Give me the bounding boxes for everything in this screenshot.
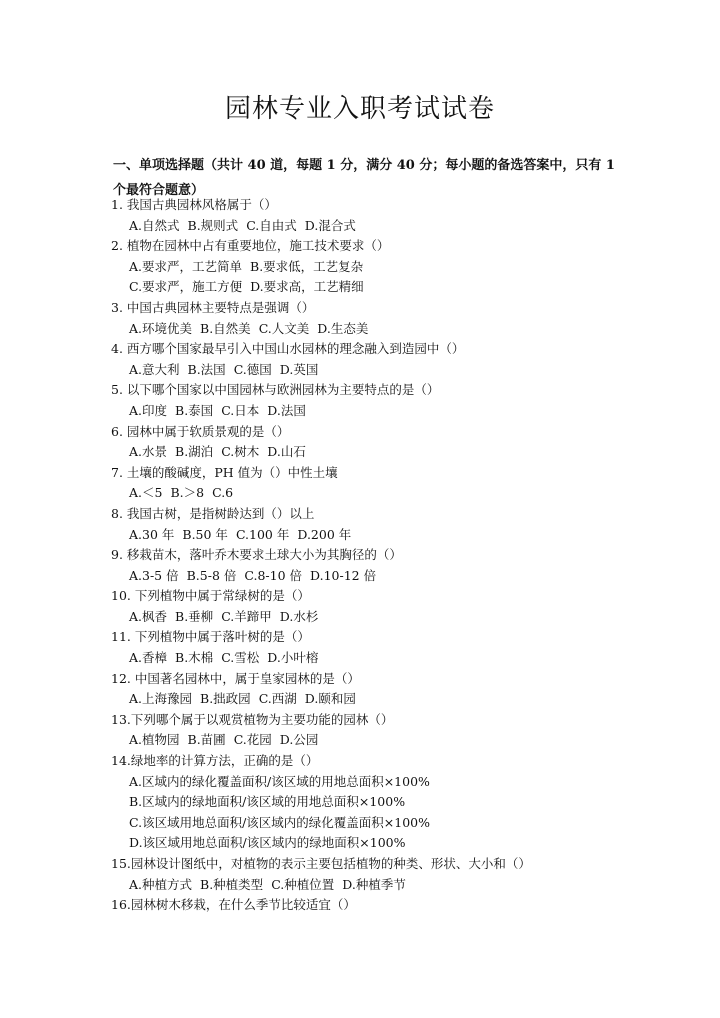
question-item bbox=[111, 710, 631, 751]
exam-title: 园林专业入职考试试卷 bbox=[224, 94, 495, 124]
option-text: D.英国 bbox=[279, 361, 319, 377]
option-row bbox=[111, 525, 631, 546]
option-row bbox=[111, 607, 631, 628]
question-stem: 2. 植物在园林中占有重要地位，施工技术要求（） bbox=[111, 238, 390, 254]
question-stem: 7. 土壤的酸碱度，PH 值为（）中性土壤 bbox=[111, 464, 338, 480]
option-text: D.该区域用地总面积/该区域内的绿地面积×100% bbox=[129, 835, 406, 851]
option-row bbox=[111, 360, 631, 381]
question-stem: 4. 西方哪个国家最早引入中国山水园林的理念融入到造园中（） bbox=[111, 341, 465, 357]
option-text: D.小叶榕 bbox=[267, 650, 319, 666]
option-text: C.种植位置 bbox=[271, 876, 335, 892]
option-text: A.香樟 bbox=[129, 650, 168, 666]
option-text: C.西湖 bbox=[258, 691, 297, 707]
option-text: D.生态美 bbox=[317, 320, 369, 336]
question-item bbox=[111, 669, 631, 710]
option-text: B.5-8 倍 bbox=[186, 567, 237, 583]
question-item bbox=[111, 586, 631, 627]
option-text: C.自由式 bbox=[246, 217, 297, 233]
option-row bbox=[111, 566, 631, 587]
option-text: A.30 年 bbox=[129, 526, 175, 542]
option-text: D.法国 bbox=[267, 402, 306, 418]
option-text: A.环境优美 bbox=[129, 320, 193, 336]
option-text: A.上海豫园 bbox=[129, 691, 193, 707]
question-stem: 8. 我国古树，是指树龄达到（）以上 bbox=[111, 505, 315, 521]
question-item bbox=[111, 298, 631, 339]
option-text: A.区域内的绿化覆盖面积/该区域的用地总面积×100% bbox=[129, 773, 430, 789]
option-text: B.区域内的绿地面积/该区域的用地总面积×100% bbox=[129, 794, 406, 810]
option-row bbox=[111, 813, 631, 834]
option-text: C.100 年 bbox=[235, 526, 290, 542]
question-list bbox=[111, 195, 631, 916]
option-text: C.羊蹄甲 bbox=[221, 608, 272, 624]
option-text: A.水景 bbox=[129, 444, 168, 460]
option-text: A.自然式 bbox=[129, 217, 180, 233]
option-text: C.德国 bbox=[233, 361, 272, 377]
option-row bbox=[111, 730, 631, 751]
option-text: B.垂柳 bbox=[175, 608, 214, 624]
option-row bbox=[111, 401, 631, 422]
option-text: C.树木 bbox=[221, 444, 260, 460]
option-row bbox=[111, 792, 631, 813]
option-row bbox=[111, 442, 631, 463]
question-item bbox=[111, 504, 631, 545]
option-row bbox=[111, 648, 631, 669]
option-text: B.拙政园 bbox=[200, 691, 251, 707]
option-text: B.要求低，工艺复杂 bbox=[250, 258, 364, 274]
option-text: D.200 年 bbox=[297, 526, 352, 542]
option-text: B.自然美 bbox=[200, 320, 251, 336]
option-text: D.颐和园 bbox=[304, 691, 356, 707]
option-text: C.8-10 倍 bbox=[244, 567, 303, 583]
option-text: A.枫香 bbox=[129, 608, 168, 624]
question-item bbox=[111, 463, 631, 504]
option-row bbox=[111, 772, 631, 793]
option-text: D.混合式 bbox=[304, 217, 356, 233]
option-text: C.花园 bbox=[233, 732, 272, 748]
question-stem: 1. 我国古典园林风格属于（） bbox=[111, 197, 277, 212]
option-text: B.法国 bbox=[187, 361, 226, 377]
option-text: D.山石 bbox=[267, 444, 306, 460]
question-item bbox=[111, 380, 631, 421]
option-row bbox=[111, 833, 631, 854]
option-text: D.公园 bbox=[279, 732, 319, 748]
section-heading: 一、单项选择题（共计 40 道，每题 1 分，满分 40 分；每小题的备选答案中，只有 1 个最符合题意） bbox=[113, 158, 615, 198]
option-text: A.印度 bbox=[129, 402, 168, 418]
option-text: D.种植季节 bbox=[342, 876, 406, 892]
question-stem: 14.绿地率的计算方法，正确的是（） bbox=[111, 753, 319, 769]
option-text: A.意大利 bbox=[129, 361, 180, 377]
question-item bbox=[111, 627, 631, 668]
question-stem: 15.园林设计图纸中，对植物的表示主要包括植物的种类、形状、大小和（） bbox=[111, 856, 531, 871]
option-text: B.50 年 bbox=[182, 526, 228, 542]
question-stem: 16.园林树木移栽，在什么季节比较适宜（） bbox=[111, 897, 356, 913]
question-item bbox=[111, 422, 631, 463]
option-text: C.人文美 bbox=[258, 320, 310, 336]
question-stem: 5. 以下哪个国家以中国园林与欧洲园林为主要特点的是（） bbox=[111, 382, 440, 398]
option-text: B.苗圃 bbox=[187, 732, 226, 748]
question-item bbox=[111, 236, 631, 298]
option-row bbox=[111, 483, 631, 504]
option-text: B.泰国 bbox=[175, 402, 214, 418]
question-item bbox=[111, 854, 631, 895]
option-row bbox=[111, 216, 631, 237]
option-text: D.水杉 bbox=[279, 608, 319, 624]
option-text: C.该区域用地总面积/该区域内的绿化覆盖面积×100% bbox=[129, 814, 431, 830]
question-stem: 12. 中国著名园林中，属于皇家园林的是（） bbox=[111, 670, 360, 686]
option-text: B.木棉 bbox=[175, 650, 214, 666]
option-text: C.雪松 bbox=[221, 650, 260, 666]
option-text: B.＞8 bbox=[170, 485, 205, 501]
option-row bbox=[111, 689, 631, 710]
option-text: B.规则式 bbox=[187, 217, 239, 233]
option-text: A.植物园 bbox=[129, 732, 180, 748]
option-row bbox=[111, 875, 631, 896]
option-row bbox=[111, 277, 631, 298]
question-stem: 10. 下列植物中属于常绿树的是（） bbox=[111, 588, 310, 604]
option-text: A.要求严，工艺简单 bbox=[129, 258, 243, 274]
question-item bbox=[111, 195, 631, 236]
question-stem: 9. 移栽苗木，落叶乔木要求土球大小为其胸径的（） bbox=[111, 547, 402, 563]
option-text: A.种植方式 bbox=[129, 876, 193, 892]
question-stem: 6. 园林中属于软质景观的是（） bbox=[111, 423, 290, 439]
option-text: D.要求高，工艺精细 bbox=[250, 279, 364, 295]
question-stem: 11. 下列植物中属于落叶树的是（） bbox=[111, 629, 310, 645]
option-text: D.10-12 倍 bbox=[310, 567, 377, 583]
option-text: A.＜5 bbox=[129, 485, 163, 501]
option-text: A.3-5 倍 bbox=[129, 567, 179, 583]
question-item bbox=[111, 545, 631, 586]
option-text: C.6 bbox=[212, 485, 234, 501]
option-row bbox=[111, 257, 631, 278]
option-text: B.种植类型 bbox=[200, 876, 264, 892]
question-item bbox=[111, 751, 631, 854]
option-text: C.日本 bbox=[221, 402, 260, 418]
question-stem: 13.下列哪个属于以观赏植物为主要功能的园林（） bbox=[111, 711, 394, 727]
option-row bbox=[111, 319, 631, 340]
question-stem: 3. 中国古典园林主要特点是强调（） bbox=[111, 299, 315, 315]
question-item bbox=[111, 895, 631, 916]
option-text: B.湖泊 bbox=[175, 444, 214, 460]
question-item bbox=[111, 339, 631, 380]
option-text: C.要求严，施工方便 bbox=[129, 279, 243, 295]
